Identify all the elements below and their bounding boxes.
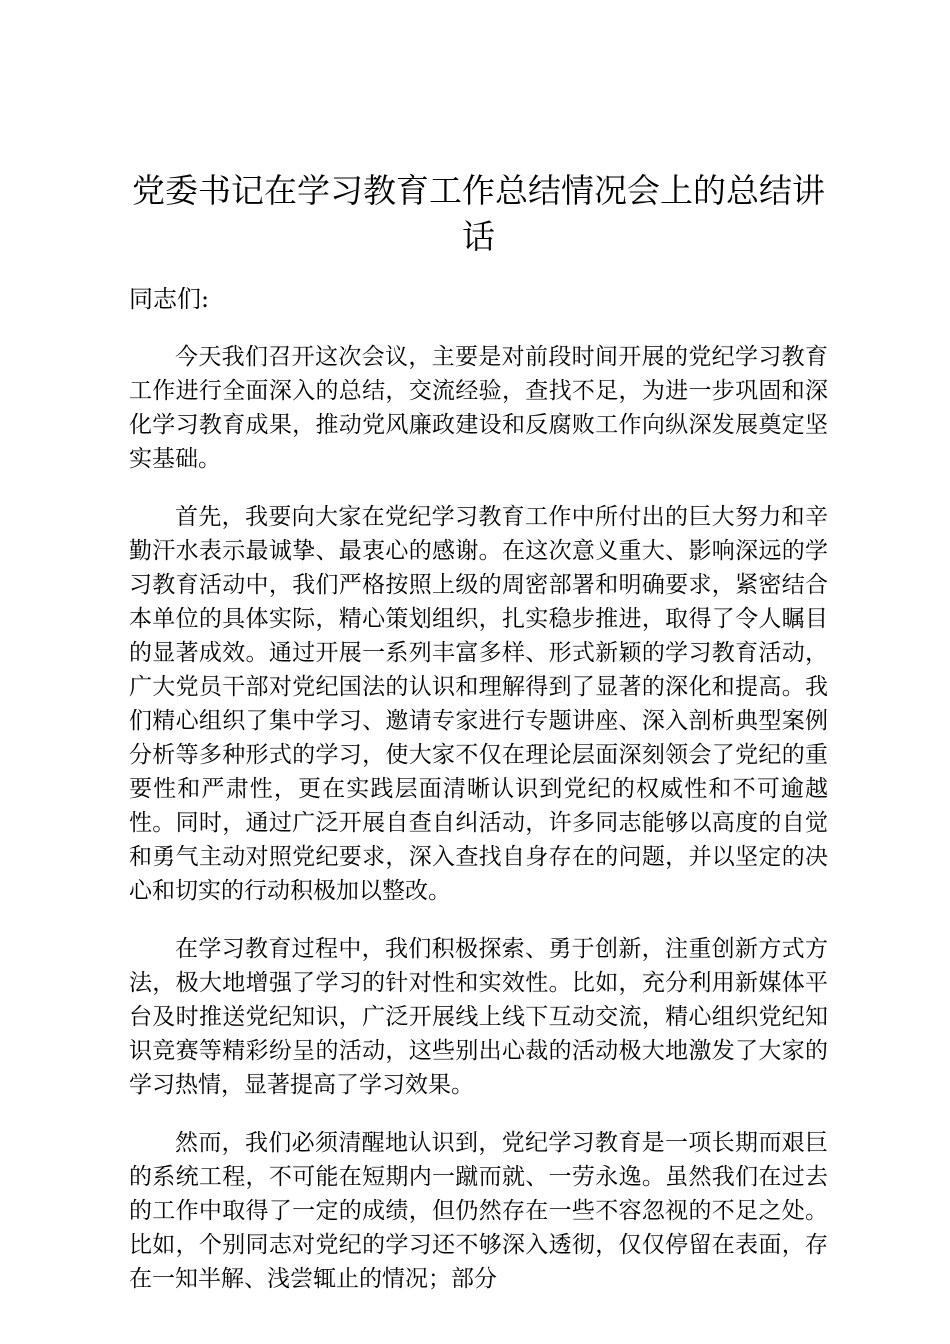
salutation: 同志们:: [129, 285, 210, 313]
document-title: 党委书记在学习教育工作总结情况会上的总结讲话: [132, 171, 825, 256]
paragraph-2: 首先，我要向大家在党纪学习教育工作中所付出的巨大努力和辛勤汗水表示最诚挚、最衷心的感谢。在这次意义重大、影响深远的学习教育活动中，我们严格按照上级的周密部署和明确要求，紧密结合本单位的具体实际，精心策划组织，扎实稳步推进，取得了令人瞩目的显著成效。通过开展一系列丰富多样、形式新颖的学习教育活动，广大党员干部对党纪国法的认识和理解得到了显著的深化和提高。我们精心组织了集中学习、邀请专家进行专题讲座、深入剖析典型案例分析等多种形式的学习，使大家不仅在理论层面深刻领会了党纪的重要性和严肃性，更在实践层面清晰认识到党纪的权威性和不可逾越性。同时，通过广泛开展自查自纠活动，许多同志能够以高度的自觉和勇气主动对照党纪要求，深入查找自身存在的问题，并以坚定的决心和切实的行动积极加以整改。: [129, 504, 828, 904]
paragraph-3: 在学习教育过程中，我们积极探索、勇于创新，注重创新方式方法，极大地增强了学习的针对性和实效性。比如，充分利用新媒体平台及时推送党纪知识，广泛开展线上线下互动交流，精心组织党纪知识竞赛等精彩纷呈的活动，这些别出心裁的活动极大地激发了大家的学习热情，显著提高了学习效果。: [129, 936, 828, 1098]
paragraph-4: 然而，我们必须清醒地认识到，党纪学习教育是一项长期而艰巨的系统工程，不可能在短期内一蹴而就、一劳永逸。虽然我们在过去的工作中取得了一定的成绩，但仍然存在一些不容忽视的不足之处。比如，个别同志对党纪的学习还不够深入透彻，仅仅停留在表面，存在一知半解、浅尝辄止的情况；部分: [129, 1130, 828, 1292]
document-page: [129, 168, 828, 1296]
paragraph-1: 今天我们召开这次会议，主要是对前段时间开展的党纪学习教育工作进行全面深入的总结，交流经验，查找不足，为进一步巩固和深化学习教育成果，推动党风廉政建设和反腐败工作向纵深发展奠定坚实基础。: [129, 344, 828, 472]
